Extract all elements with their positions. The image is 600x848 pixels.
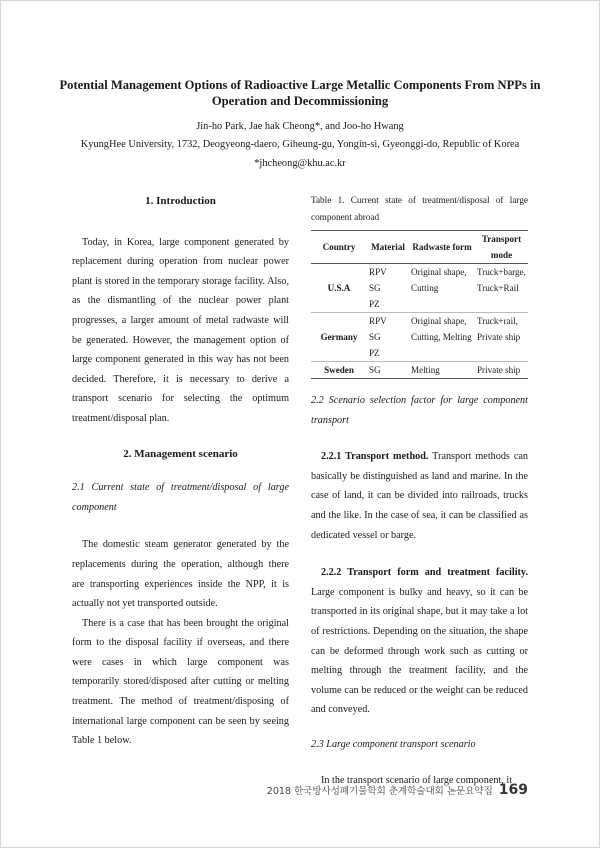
table-header-radwaste-form: Radwaste form: [409, 231, 475, 264]
material-item: PZ: [369, 299, 380, 309]
table-cell-material: [367, 362, 409, 379]
page-number: 169: [498, 782, 528, 798]
proceedings-title: 2018 한국방사성폐기물학회 춘계학술대회 논문요약집: [266, 786, 493, 797]
table-cell-mode: Truck+barge, Truck+Rail: [475, 264, 528, 313]
table-cell-country: Germany: [311, 313, 367, 362]
table-cell-form: Original shape, Cutting: [409, 264, 475, 313]
material-item: SG: [369, 332, 381, 342]
table-row: [311, 313, 528, 362]
author-list: Jin-ho Park, Jae hak Cheong*, and Joo-ho Hwang: [196, 121, 404, 132]
affiliation: KyungHee University, 1732, Deogyeong-daero, Giheung-gu, Yongin-si, Gyeonggi-do, Republic of Korea: [80, 139, 520, 150]
paragraph-2-2-1-text: Transport methods can basically be distinguished as land and marine. In the case of land, it can be divided into railroads, trucks and the like. In the case of sea, it can be classified as dedicated vessel or barge.: [311, 451, 528, 541]
material-item: PZ: [369, 348, 380, 358]
section-heading-introduction: 1. Introduction: [145, 195, 216, 207]
corresponding-email: *jhcheong@khu.ac.kr: [254, 158, 346, 169]
right-column: [311, 192, 528, 790]
page-footer: [267, 782, 528, 798]
section-heading-management-scenario: 2. Management scenario: [123, 447, 238, 460]
paragraph-2-1-a: The domestic steam generator generated by the replacements during the operation, although there are transporting experiences inside the NPP, it is actually not yet transported outside.: [72, 539, 289, 610]
intro-paragraph: Today, in Korea, large component generated by replacement during operation from nuclear power plant is stored in the temporary storage facility. Also, as the dismantling of the nuclear power plant progresses, a larger amount of metal radwaste will be generated. However, the management option of large component generated in this way has not been decided. Therefore, it is necessary to derive a transport scenario for selecting the optimum treatment/disposal plan.: [72, 236, 289, 424]
left-column: [72, 192, 289, 751]
table-header-country: Country: [311, 231, 367, 264]
run-in-heading-2-2-2: 2.2.2 Transport form and treatment facility.: [321, 567, 528, 579]
table-caption: Table 1. Current state of treatment/disposal of large component abroad: [311, 195, 528, 222]
table-cell-material: [367, 264, 409, 313]
subsection-heading-2-3: 2.3 Large component transport scenario: [311, 738, 476, 750]
paragraph-2-2-1: [311, 447, 528, 545]
paragraph-2-3: In the transport scenario of large component, it: [321, 774, 513, 786]
subsection-heading-2-2: 2.2 Scenario selection factor for large component transport: [311, 395, 528, 426]
table-cell-country: U.S.A: [311, 264, 367, 313]
material-item: RPV: [369, 267, 387, 277]
table-cell-mode: Truck+rail, Private ship: [475, 313, 528, 362]
paragraph-2-2-2-text: Large component is bulky and heavy, so it can be transported in its original shape, but it may take a lot of restrictions. Depending on the situation, the shape can be deformed through work such as cutting or melting through the treatment facility, and the volume can be reduced or the weight can be reduced and conveyed.: [311, 586, 528, 716]
table-header-material: Material: [367, 231, 409, 264]
table-cell-mode: Private ship: [475, 362, 528, 379]
table-cell-form: Melting: [409, 362, 475, 379]
paper-title: Potential Management Options of Radioactive Large Metallic Components From NPPs in Operation and Decommissioning: [59, 78, 541, 108]
table-cell-material: [367, 313, 409, 362]
paragraph-2-1-b: There is a case that has been brought the original form to the disposal facility if overseas, and there were cases in which large component was temporarily stored/disposed after cutting or melting treatment. The method of treatment/disposing of international large component can be seen by seeing Table 1 below.: [72, 617, 289, 747]
table-header-transport-mode: Transport mode: [475, 231, 528, 264]
table-treatment-abroad: [311, 230, 528, 379]
table-cell-form: Original shape, Cutting, Melting: [409, 313, 475, 362]
material-item: RPV: [369, 316, 387, 326]
subsection-heading-2-1: 2.1 Current state of treatment/disposal of large component: [72, 482, 289, 513]
table-cell-country: Sweden: [311, 362, 367, 379]
table-row: [311, 362, 528, 379]
run-in-heading-2-2-1: 2.2.1 Transport method.: [321, 451, 429, 463]
table-row: [311, 264, 528, 313]
material-item: SG: [369, 365, 381, 375]
material-item: SG: [369, 283, 381, 293]
paragraph-2-2-2: [311, 563, 528, 720]
